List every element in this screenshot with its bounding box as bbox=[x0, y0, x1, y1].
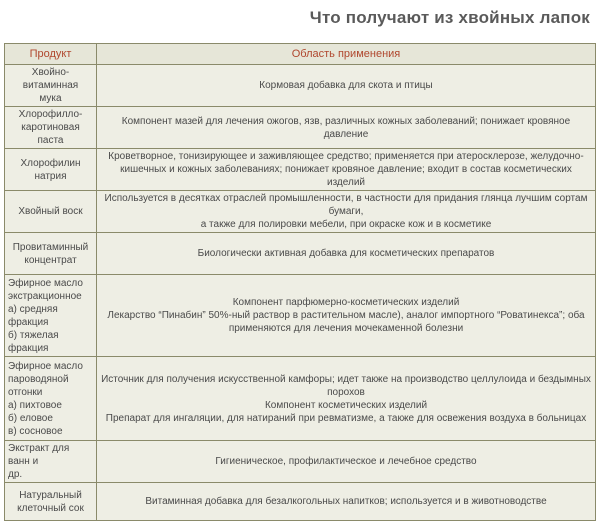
usage-text: Витаминная добавка для безалкогольных напитков; используется и в животноводстве bbox=[145, 496, 547, 507]
usage-cell bbox=[97, 441, 596, 483]
product-text: мука bbox=[39, 93, 62, 104]
usage-text: Источник для получения искусственной камфоры; идет также на производство целлулоида и бездымных bbox=[101, 373, 591, 385]
product-text: Натуральный bbox=[19, 489, 82, 501]
usage-text: а также для полировки мебели, при окраске кож и в косметике bbox=[200, 219, 492, 230]
product-text: а) средняя bbox=[8, 303, 58, 315]
product-text: Эфирное масло bbox=[8, 277, 83, 289]
usage-text: Биологически активная добавка для косметических препаратов bbox=[197, 248, 495, 259]
product-cell bbox=[5, 441, 97, 483]
product-text: Эфирное масло bbox=[8, 360, 83, 372]
usage-cell bbox=[97, 357, 596, 441]
product-text: фракция bbox=[8, 316, 49, 328]
usage-cell bbox=[97, 483, 596, 521]
product-text: б) еловое bbox=[8, 412, 53, 424]
product-text: пароводяной bbox=[8, 373, 69, 385]
product-text: клеточный сок bbox=[17, 502, 84, 514]
product-cell bbox=[5, 191, 97, 233]
table-row bbox=[5, 483, 596, 521]
product-text: Провитаминный bbox=[12, 241, 89, 253]
product-cell bbox=[5, 149, 97, 191]
usage-text: Лекарство “Пинабин” 50%-ный раствор в растительном масле), аналог импортного “Роватинекса”; оба bbox=[107, 310, 585, 321]
product-text: Хвойный воск bbox=[18, 206, 83, 217]
usage-cell bbox=[97, 65, 596, 107]
table-header-row bbox=[5, 44, 596, 65]
product-text: натрия bbox=[34, 170, 67, 182]
product-text: а) пихтовое bbox=[8, 399, 62, 411]
product-text: б) тяжелая bbox=[8, 329, 59, 341]
table-row bbox=[5, 275, 596, 357]
usage-cell bbox=[97, 233, 596, 275]
product-text: каротиновая паста bbox=[21, 122, 80, 146]
page-title: Что получают из хвойных лапок bbox=[309, 8, 590, 27]
product-text: Экстракт для ванн и bbox=[8, 443, 70, 467]
product-text: Хвойно-витаминная bbox=[22, 67, 79, 91]
usage-text: Препарат для ингаляции, для натираний при ревматизме, а также для освежения воздуха в больницах bbox=[105, 412, 587, 424]
products-table bbox=[4, 43, 596, 521]
product-text: др. bbox=[8, 469, 23, 480]
product-text: отгонки bbox=[8, 386, 43, 398]
product-text: фракция bbox=[8, 342, 49, 354]
usage-text: Используется в десятках отраслей промышленности, в частности для придания глянца лучшим сортам бумаги, bbox=[104, 193, 588, 217]
usage-text: Кроветворное, тонизирующее и заживляющее средство; применяется при атеросклерозе, желудочно- bbox=[108, 151, 584, 162]
table-row bbox=[5, 233, 596, 275]
usage-text: Компонент мазей для лечения ожогов, язв, различных кожных заболеваний; понижает кровяное давление bbox=[121, 115, 571, 140]
table-row bbox=[5, 191, 596, 233]
product-cell bbox=[5, 107, 97, 149]
product-cell bbox=[5, 65, 97, 107]
product-cell bbox=[5, 483, 97, 521]
product-text: экстракционное bbox=[8, 290, 82, 302]
table-row bbox=[5, 357, 596, 441]
usage-text: кишечных и кожных заболеваниях; понижает кровяное давление; входит в состав косметических изделий bbox=[120, 164, 572, 188]
table-row bbox=[5, 149, 596, 191]
usage-text: применяются для лечения мочекаменной болезни bbox=[228, 323, 464, 334]
product-cell bbox=[5, 233, 97, 275]
product-cell bbox=[5, 357, 97, 441]
product-text: Хлорофилин bbox=[20, 157, 81, 169]
table-row bbox=[5, 65, 596, 107]
usage-text: порохов bbox=[327, 386, 365, 398]
product-text: концентрат bbox=[24, 254, 77, 266]
table-row bbox=[5, 107, 596, 149]
usage-text: Кормовая добавка для скота и птицы bbox=[259, 80, 433, 91]
usage-text: Компонент косметических изделий bbox=[264, 399, 428, 411]
usage-cell bbox=[97, 275, 596, 357]
usage-text: Гигиеническое, профилактическое и лечебное средство bbox=[215, 456, 477, 467]
product-cell bbox=[5, 275, 97, 357]
table-row bbox=[5, 441, 596, 483]
column-header-usage: Область применения bbox=[97, 44, 596, 65]
usage-cell bbox=[97, 107, 596, 149]
usage-text: Компонент парфюмерно-косметических изделий bbox=[232, 297, 460, 308]
usage-cell bbox=[97, 149, 596, 191]
column-header-product: Продукт bbox=[5, 44, 97, 65]
product-text: в) сосновое bbox=[8, 425, 63, 437]
usage-cell bbox=[97, 191, 596, 233]
product-text: Хлорофилло- bbox=[18, 109, 83, 120]
